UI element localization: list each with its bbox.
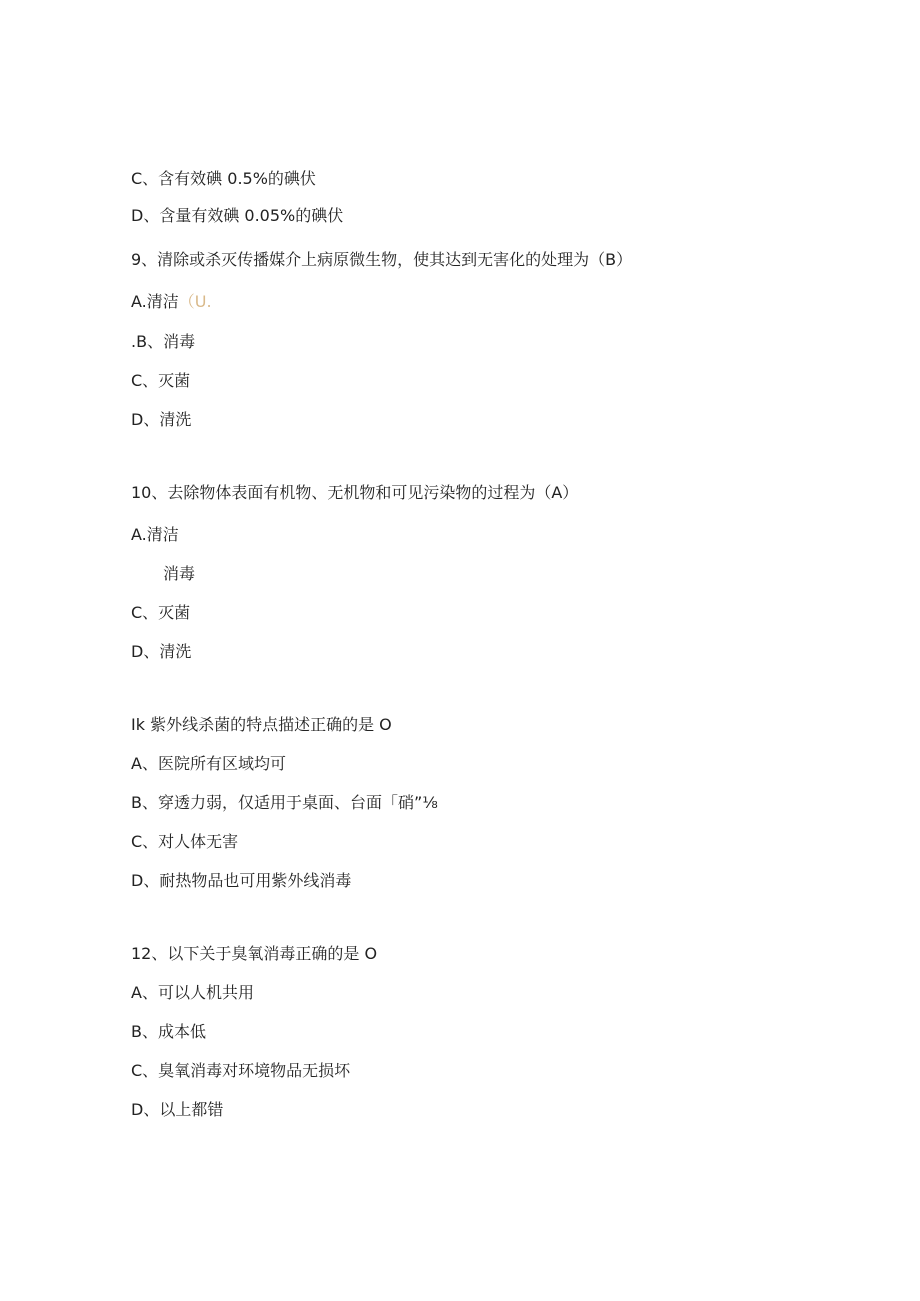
- q12-option-a: A、可以人机共用: [131, 983, 254, 1002]
- question-9: 9、清除或杀灭传播媒介上病原微生物，使其达到无害化的处理为（B）: [131, 250, 633, 269]
- q11-option-d: D、耐热物品也可用紫外线消毒: [131, 871, 352, 890]
- q10-option-d: D、清洗: [131, 642, 192, 661]
- q12-option-b: B、成本低: [131, 1022, 206, 1041]
- question-12: 12、以下关于臭氧消毒正确的是 O: [131, 944, 378, 963]
- q12-option-c: C、臭氧消毒对环境物品无损坏: [131, 1061, 351, 1080]
- q10-option-a: A.清洁: [131, 525, 179, 544]
- q9-option-a-text: A.清洁: [131, 292, 179, 311]
- q10-option-c: C、灭菌: [131, 603, 191, 622]
- q12-option-d: D、以上都错: [131, 1100, 224, 1119]
- q11-option-c: C、对人体无害: [131, 832, 239, 851]
- q9-option-b: .B、消毒: [131, 332, 196, 351]
- q10-option-b: 消毒: [163, 564, 196, 583]
- q9-option-d: D、清洗: [131, 410, 192, 429]
- q11-option-b: B、穿透力弱，仅适用于桌面、台面「硝”⅛: [131, 793, 438, 812]
- option-d-prev: D、含量有效碘 0.05%的碘伏: [131, 206, 344, 225]
- q9-option-a: [131, 292, 212, 312]
- q9-option-a-mark: （U.: [178, 292, 212, 311]
- q11-option-a: A、医院所有区域均可: [131, 754, 286, 773]
- option-c-prev: C、含有效碘 0.5%的碘伏: [131, 169, 316, 188]
- q9-option-c: C、灭菌: [131, 371, 191, 390]
- question-10: 10、去除物体表面有机物、无机物和可见污染物的过程为（A）: [131, 483, 579, 502]
- question-11: Ik 紫外线杀菌的特点描述正确的是 O: [131, 715, 392, 734]
